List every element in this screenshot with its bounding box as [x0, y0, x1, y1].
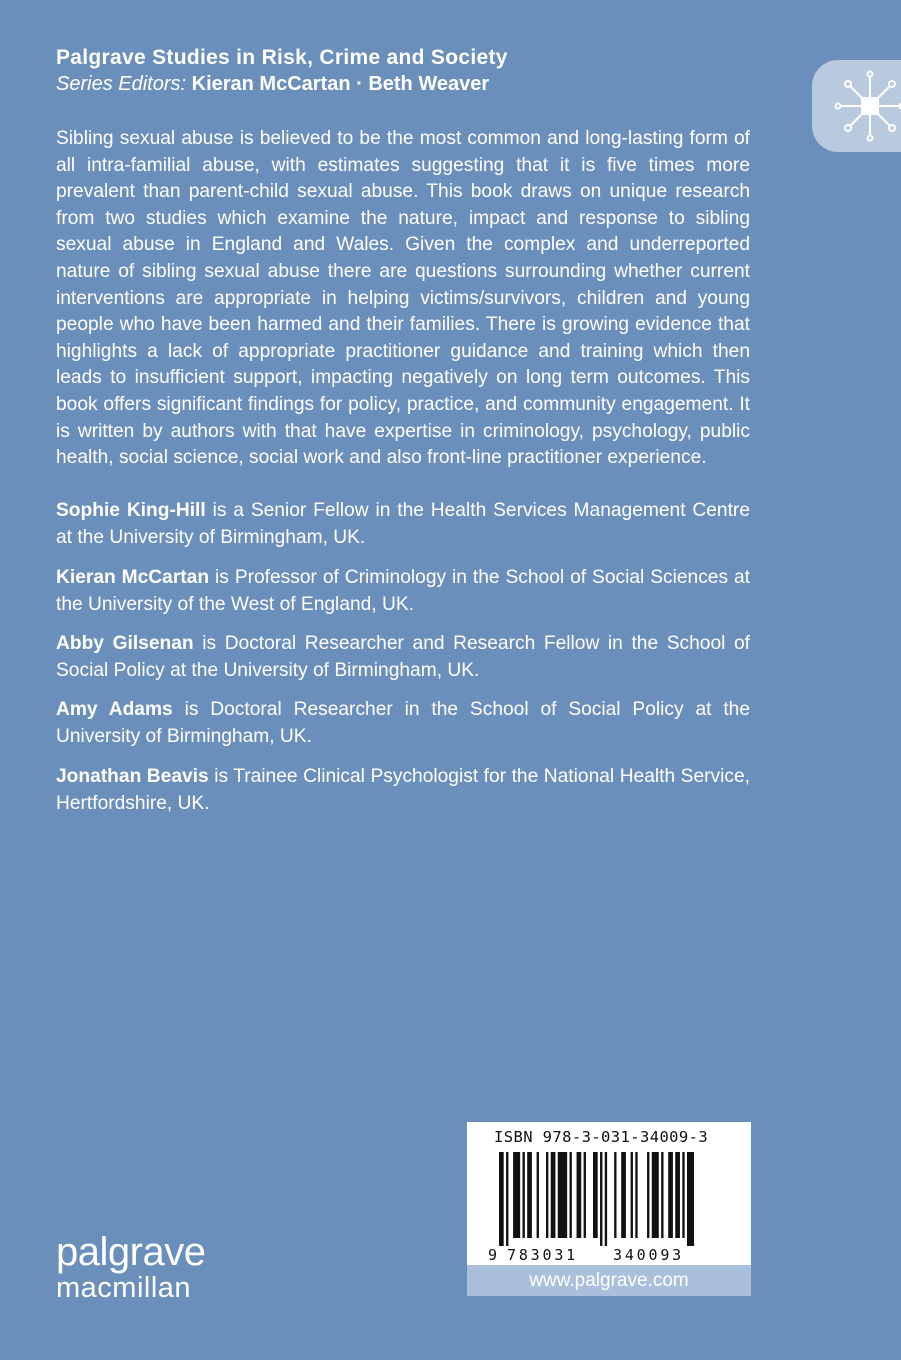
barcode-bar: [682, 1152, 684, 1238]
barcode-bar: [675, 1152, 680, 1238]
barcode-bar: [558, 1152, 567, 1238]
author-bio-2: [56, 565, 750, 618]
barcode-bar: [652, 1152, 659, 1238]
barcode-bar: [668, 1152, 673, 1238]
author-name: Abby Gilsenan: [56, 633, 194, 654]
barcode-bar: [593, 1152, 598, 1238]
barcode-bar: [614, 1152, 616, 1238]
barcode-bar: [546, 1152, 548, 1238]
barcode-bar: [499, 1152, 504, 1246]
barcode-bar: [527, 1152, 532, 1238]
publisher-logo-line1: palgrave: [56, 1230, 206, 1274]
isbn-barcode: [467, 1122, 751, 1265]
barcode-bar: [584, 1152, 586, 1238]
author-description: is Professor of Criminology in the School of Social Sciences at the University of the West of England, UK.: [56, 567, 750, 615]
author-name: Kieran McCartan: [56, 567, 210, 588]
barcode-bar: [551, 1152, 556, 1238]
series-editors-label: Series Editors:: [56, 73, 187, 95]
author-name: Amy Adams: [56, 699, 173, 720]
barcode-bar: [605, 1152, 607, 1246]
series-title: Palgrave Studies in Risk, Crime and Society: [56, 46, 508, 69]
barcode-first-digit: 9: [488, 1246, 498, 1264]
series-editors: [56, 73, 508, 96]
barcode-bar: [537, 1152, 539, 1238]
barcode-bars: [467, 1122, 751, 1265]
author-name: Sophie King-Hill: [56, 500, 206, 521]
publisher-logo: [56, 1232, 205, 1303]
network-node-icon: [832, 68, 901, 144]
barcode-bar: [523, 1152, 525, 1238]
barcode-bar: [661, 1152, 663, 1238]
barcode-right-digits: 340093: [613, 1246, 684, 1264]
author-description: is Doctoral Researcher in the School of Social Policy at the University of Birmingham, UK.: [56, 699, 750, 747]
author-description: is Trainee Clinical Psychologist for the National Health Service, Hertfordshire, UK.: [56, 766, 750, 814]
barcode-bar: [631, 1152, 633, 1238]
barcode-left-digits: 783031: [507, 1246, 578, 1264]
author-bio-4: [56, 697, 750, 750]
barcode-bar: [513, 1152, 520, 1238]
author-bio-3: [56, 631, 750, 684]
series-editors-names: Kieran McCartan · Beth Weaver: [191, 73, 490, 95]
barcode-bar: [506, 1152, 508, 1246]
barcode-bar: [621, 1152, 626, 1238]
barcode-bar: [600, 1152, 602, 1246]
isbn-label: ISBN 978-3-031-34009-3: [494, 1128, 709, 1146]
author-description: is a Senior Fellow in the Health Services Management Centre at the University of Birmingham, UK.: [56, 500, 750, 548]
series-badge: [812, 60, 901, 152]
author-description: is Doctoral Researcher and Research Fellow in the School of Social Policy at the University of Birmingham, UK.: [56, 633, 750, 681]
author-name: Jonathan Beavis: [56, 766, 209, 787]
barcode-bar: [570, 1152, 572, 1238]
barcode-bar: [635, 1152, 637, 1238]
barcode-bar: [687, 1152, 694, 1246]
series-header: [56, 46, 508, 96]
book-description: Sibling sexual abuse is believed to be the most common and long-lasting form of all intra-familial abuse, with estimates suggesting that it is five times more prevalent than parent-child sexual abuse. This book draws on unique research from two studies which examine the nature, impact and response to sibling sexual abuse in England and Wales. Given the complex and underreported nature of sibling sexual abuse there are questions surrounding whether current interventions are appropriate in helping victims/survivors, children and young people who have been harmed and their families. There is growing evidence that highlights a lack of appropriate practitioner guidance and training which then leads to insufficient support, impacting negatively on long term outcomes. This book offers significant findings for policy, practice, and community engagement. It is written by authors with that have expertise in criminology, psychology, public health, social science, social work and also front-line practitioner experience.: [56, 128, 750, 469]
publisher-url[interactable]: www.palgrave.com: [467, 1265, 751, 1296]
author-bio-1: [56, 498, 750, 551]
author-bio-5: [56, 764, 750, 817]
barcode-bar: [577, 1152, 582, 1238]
publisher-logo-line2: macmillan: [56, 1272, 192, 1304]
barcode-bar: [647, 1152, 649, 1238]
